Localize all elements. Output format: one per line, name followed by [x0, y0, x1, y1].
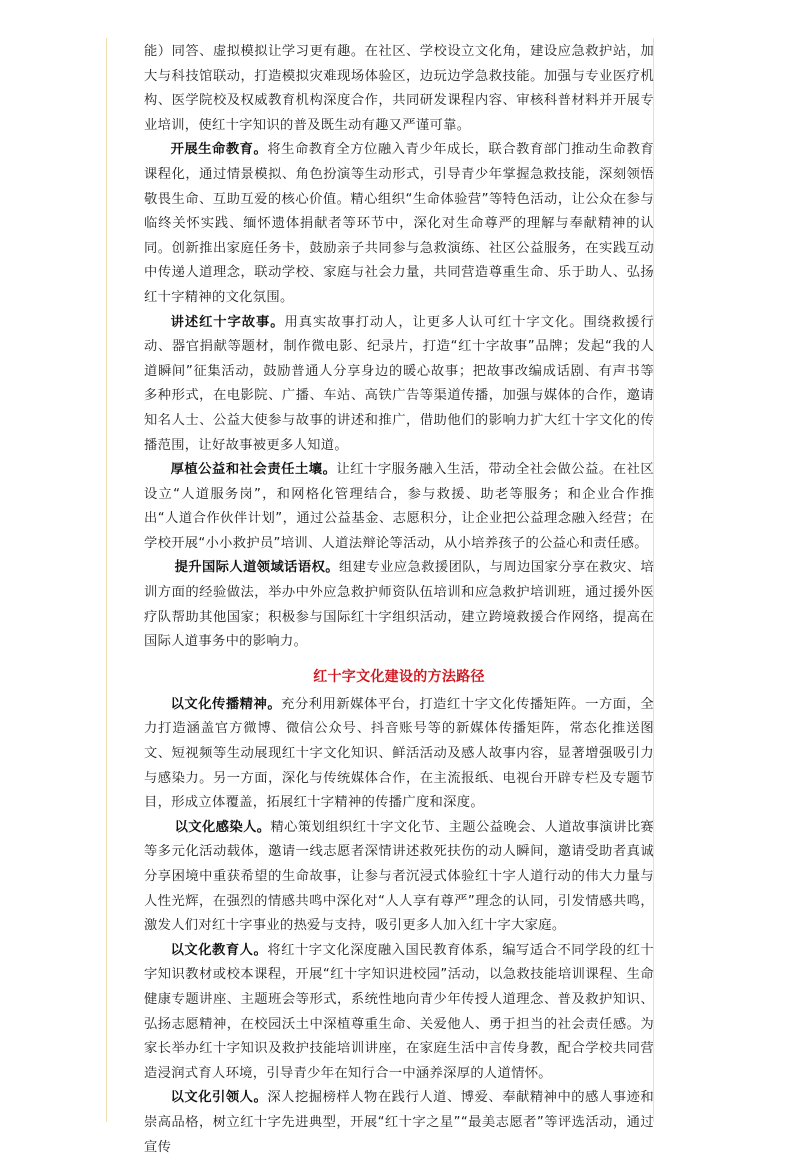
paragraph-lead: 以文化传播精神。 [170, 696, 282, 712]
paragraph-lead: 开展生命教育。 [170, 142, 268, 158]
paragraph-lead: 讲述红十字故事。 [170, 314, 285, 330]
paragraph-lead: 厚植公益和社会责任土壤。 [170, 462, 337, 478]
paragraph-text: 将生命教育全方位融入青少年成长，联合教育部门推动生命教育课程化，通过情景模拟、角色扮演等生动形式，引导青少年掌握急救技能，深刻领悟敬畏生命、互助互爱的核心价值。精心组织“生命体验营”等特色活动，让公众在参与临终关怀实践、缅怀遗体捐献者等环节中，深化对生命尊严的理解与奉献精神的认同。创新推出家庭任务卡，鼓励亲子共同参与急救演练、社区公益服务，在实践互动中传递人道理念，联动学校、家庭与社会力量，共同营造尊重生命、乐于助人、弘扬红十字精神的文化氛围。 [144, 142, 654, 305]
paragraph-text: 将红十字文化深度融入国民教育体系，编写适合不同学段的红十字知识教材或校本课程，开展“红十字知识进校园”活动，以急救技能培训课程、生命健康专题讲座、主题班会等形式，系统性地向青少年传授人道理念、普及救护知识、弘扬志愿精神，在校园沃土中深植尊重生命、关爱他人、勇于担当的社会责任感。为家长举办红十字知识及救护技能培训讲座，在家庭生活中言传身教，配合学校共同营造浸润式育人环境，引导青少年在知行合一中涵养深厚的人道情怀。 [144, 942, 654, 1081]
paragraph-red-cross-stories [144, 311, 654, 459]
paragraph-culture-educate [144, 939, 654, 1087]
paragraph-text: 让红十字服务融入生活，带动全社会做公益。在社区设立“人道服务岗”，和网格化管理结合，参与救援、助老等服务；和企业合作推出“人道合作伙伴计划”，通过公益基金、志愿积分，让企业把公益理念融入经营；在学校开展“小小救护员”培训、人道法辩论等活动，从小培养孩子的公益心和责任感。 [144, 462, 654, 551]
paragraph-text: 精心策划组织红十字文化节、主题公益晚会、人道故事演讲比赛等多元化活动载体，邀请一线志愿者深情讲述救死扶伤的动人瞬间，邀请受助者真诚分享困境中重获希望的生命故事，让参与者沉浸式体验红十字人道行动的伟大力量与人性光辉，在强烈的情感共鸣中深化对“人人享有尊严”理念的认同，引发情感共鸣，激发人们对红十字事业的热爱与支持，吸引更多人加入红十字大家庭。 [144, 819, 654, 934]
paragraph-continuation [144, 40, 654, 138]
paragraph-life-education [144, 138, 654, 310]
paragraph-public-welfare [144, 458, 654, 556]
paragraph-text: 能）同答、虚拟模拟让学习更有趣。在社区、学校设立文化角，建设应急救护站，加大与科技馆联动，打造模拟灾难现场体验区，边玩边学急救技能。加强与专业医疗机构、医学院校及权威教育机构深度合作，共同研发课程内容、审核科普材料并开展专业培训，使红十字知识的普及既生动有趣又严谨可靠。 [144, 44, 654, 133]
paragraph-international-voice [144, 556, 654, 654]
paragraph-text: 深人挖掘榜样人物在践行人道、博爱、奉献精神中的感人事迹和崇高品格，树立红十字先进典型，开展“红十字之星”“最美志愿者”等评选活动，通过宣传 [144, 1090, 654, 1155]
paragraph-text: 组建专业应急救援团队，与周边国家分享在救灾、培训方面的经验做法，举办中外应急救护师资队伍培训和应急救护培训班，通过援外医疗队帮助其他国家；积极参与国际红十字组织活动，建立跨境救援合作网络，提高在国际人道事务中的影响力。 [144, 560, 654, 650]
section-heading: 红十字文化建设的方法路径 [313, 668, 485, 685]
article-body [144, 40, 654, 1160]
paragraph-culture-spread [144, 693, 654, 816]
paragraph-culture-lead [144, 1086, 654, 1160]
paragraph-lead: 以文化感染人。 [174, 819, 271, 835]
paragraph-text: 用真实故事打动人，让更多人认可红十字文化。围绕救援行动、器官捐献等题材，制作微电影、纪录片，打造“红十字故事”品牌；发起“我的人道瞬间”征集活动，鼓励普通人分享身边的暖心故事；把故事改编成话剧、有声书等多种形式，在电影院、广播、车站、高铁广告等渠道传播，加强与媒体的合作，邀请知名人士、公益大使参与故事的讲述和推广，借助他们的影响力扩大红十字文化的传播范围，让好故事被更多人知道。 [144, 314, 654, 453]
paragraph-culture-inspire [144, 816, 654, 939]
paragraph-text: 充分利用新媒体平台，打造红十字文化传播矩阵。一方面，全力打造涵盖官方微博、微信公众号、抖音账号等的新媒体传播矩阵，常态化推送图文、短视频等生动展现红十字文化知识、鲜活活动及感人故事内容，显著增强吸引力与感染力。另一方面，深化与传统媒体合作，在主流报纸、电视台开辟专栏及专题节目，形成立体覆盖，拓展红十字精神的传播广度和深度。 [144, 696, 654, 811]
paragraph-lead: 以文化教育人。 [170, 942, 268, 958]
paragraph-lead: 以文化引领人。 [170, 1090, 268, 1106]
paragraph-lead: 提升国际人道领域话语权。 [174, 560, 339, 576]
